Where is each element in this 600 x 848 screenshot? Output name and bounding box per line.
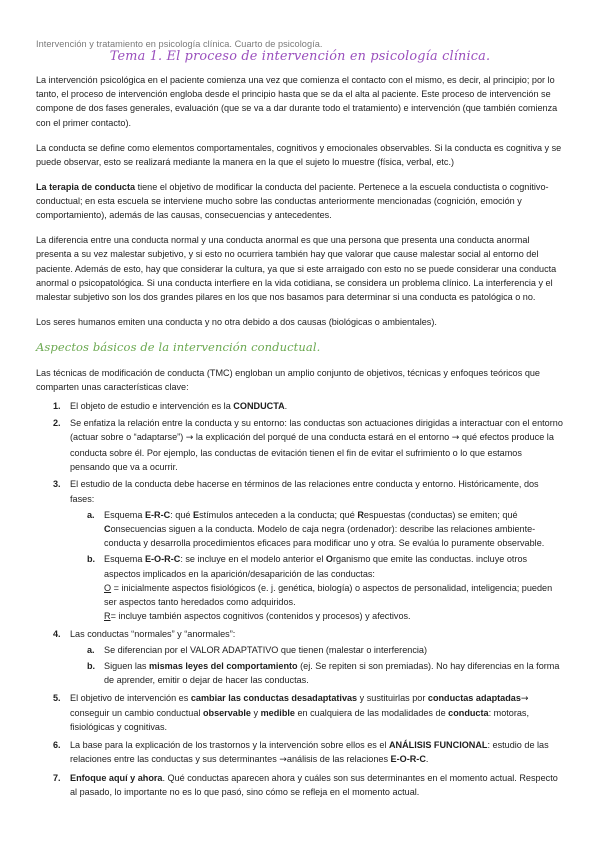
item-text: stímulos anteceden a la conducta; qué xyxy=(199,509,358,520)
item-text: Esquema xyxy=(104,509,145,520)
bold-term: E-R-C xyxy=(144,509,171,520)
item-text: Se enfatiza la relación entre la conducta y su entorno: las conductas son actuaciones dirigidas a interactuar con el entorno (actuar sobre o “adaptarse”) xyxy=(70,418,563,443)
item-text: : estudio de las relaciones entre las conductas y sus determinantes xyxy=(70,740,549,765)
item-text: Esquema xyxy=(104,554,145,565)
page-title: Tema 1. El proceso de intervención en psicología clínica. xyxy=(109,49,491,64)
item-text: espuestas (conductas) se emiten; qué xyxy=(363,509,518,520)
bold-term: medible xyxy=(260,708,295,719)
bold-term: observable xyxy=(202,708,251,719)
sublist-letter: a. xyxy=(87,645,95,656)
sublist-item xyxy=(70,659,564,687)
characteristics-list xyxy=(36,399,564,800)
sublist-letter: a. xyxy=(87,509,95,520)
item-text: = incluye también aspectos cognitivos (contenidos y procesos) y afectivos. xyxy=(110,611,411,622)
item-text: : se incluye en el modelo anterior el xyxy=(180,554,326,565)
item-text: rganismo que emite las conductas. incluye otros aspectos implicados en la aparición/desaparición de las conductas: xyxy=(104,554,528,579)
bold-term: cambiar las conductas desadaptativas xyxy=(190,693,358,704)
intro-paragraph-5: Los seres humanos emiten una conducta y no otra debido a dos causas (biológicas o ambientales). xyxy=(36,317,437,328)
header-note: Intervención y tratamiento en psicología clínica. Cuarto de psicología. xyxy=(36,39,323,49)
underlined-label: O xyxy=(104,582,112,593)
list-item xyxy=(36,771,564,799)
bold-term: E-O-R-C xyxy=(144,554,181,565)
intro-paragraph-1: La intervención psicológica en el paciente comienza una vez que comienza el contacto con el mismo, es decir, al principio; por lo tanto, el proceso de intervención engloba desde el principio hasta que se da el alta al paciente. Este proceso de intervención se compone de dos fases generales, evaluación (que se va a dar durante todo el tratamiento) e intervención (que también comienza con el primer contacto). xyxy=(36,75,558,128)
item-text: : motoras, fisiológicas y cognitivas. xyxy=(70,708,530,733)
bold-term: ANÁLISIS FUNCIONAL xyxy=(388,740,488,751)
item-text: Se diferencian por el VALOR ADAPTATIVO que tienen (malestar o interferencia) xyxy=(104,645,427,656)
bold-term: CONDUCTA xyxy=(233,400,285,411)
bold-term: Enfoque aquí y ahora xyxy=(70,772,163,783)
arrow-icon: → xyxy=(279,755,287,766)
bold-term: E-O-R-C xyxy=(390,754,426,765)
sublist-item xyxy=(70,508,564,551)
intro-paragraph-3 xyxy=(36,180,564,223)
sublist-item xyxy=(70,643,564,657)
sublist-item xyxy=(70,552,564,623)
intro-paragraph-4: La diferencia entre una conducta normal y una conducta anormal es que una persona que presenta una conducta anormal presenta a su vez malestar subjetivo, y si esto no ocurriera también hay que valorar que cause malestar social al entorno del paciente. Además de esto, hay que considerar la cultura, ya que si este arraigado con esto no se puede considerar una conducta anormal o psicopatológica. Si una conducta interfiere en la vida cotidiana, se considera un problema clínico. La interferencia y el malestar subjetivo son los dos grandes pilares en los que nos basamos para determinar si una conducta es patológica o no. xyxy=(36,235,557,303)
item-text: y xyxy=(250,708,261,719)
arrow-icon: → xyxy=(185,433,194,444)
item-text: conseguir un cambio conductual xyxy=(70,708,203,719)
section-lead: Las técnicas de modificación de conducta (TMC) engloban un amplio conjunto de objetivos, técnicas y enfoques teóricos que comparten unas características clave: xyxy=(36,368,540,393)
list-item xyxy=(36,691,564,735)
list-number: 3. xyxy=(53,479,61,490)
underlined-label: R xyxy=(104,611,111,622)
bold-term: La terapia de conducta xyxy=(36,181,136,192)
item-text: Siguen las xyxy=(104,661,149,672)
bold-term: O xyxy=(325,554,333,565)
bold-term: mismas leyes del comportamiento xyxy=(149,661,298,672)
list-number: 2. xyxy=(53,418,61,429)
organism-definition xyxy=(104,581,564,609)
bold-term: conducta xyxy=(448,708,489,719)
item-text: : qué xyxy=(170,509,193,520)
item-text: . xyxy=(425,754,429,765)
item-text: La base para la explicación de los trastornos y la intervención sobre ellos es el xyxy=(70,740,389,751)
list-number: 5. xyxy=(53,693,61,704)
list-item xyxy=(36,627,564,688)
item-text: (ej. Se repiten si son premiadas). No hay diferencias en la forma de aprender, emitir o dejar de hacer las conductas. xyxy=(104,661,560,686)
sublist-letter: b. xyxy=(87,661,96,672)
sublist xyxy=(70,508,564,624)
item-text: El objetivo de intervención es xyxy=(70,693,191,704)
list-item xyxy=(36,477,564,623)
item-text: . xyxy=(284,400,288,411)
response-definition xyxy=(104,609,564,623)
intro-paragraph-2: La conducta se define como elementos comportamentales, cognitivos y emocionales observables. Si la conducta es cognitiva y se puede observar, esto se realizará mediante la manera en la que el sujeto lo muestre (física, verbal, etc.) xyxy=(36,142,562,167)
list-number: 1. xyxy=(53,400,61,411)
paragraph-text: tiene el objetivo de modificar la conducta del paciente. Pertenece a la escuela conductista o cognitivo-conductual; en esta escuela se interviene mucho sobre las conductas anteriormente mencionadas (cognición, emoción y comportamiento), además de las causas, consecuencias y antecedentes. xyxy=(36,181,549,221)
list-number: 4. xyxy=(53,628,61,639)
item-text: onsecuencias siguen a la conducta. Modelo de caja negra (ordenador): describe las relaciones ambiente-conducta y desarrolla procedimientos eficaces para modificar uno y otra. Se evalúa lo puramente observable. xyxy=(104,524,545,549)
section-heading: Aspectos básicos de la intervención conductual. xyxy=(36,340,321,355)
list-number: 7. xyxy=(53,772,61,783)
item-text: = inicialmente aspectos fisiológicos (e. j. genética, biología) o aspectos de personalidad, inteligencia; pueden ser aspectos tanto heredados como adquiridos. xyxy=(104,582,553,608)
item-text: análisis de las relaciones xyxy=(286,754,391,765)
item-text: El objeto de estudio e intervención es la xyxy=(70,400,234,411)
bold-term: C xyxy=(104,524,111,535)
list-item xyxy=(36,399,564,413)
list-item xyxy=(36,738,564,767)
document-body xyxy=(36,73,564,803)
list-item xyxy=(36,416,564,474)
item-text: Las conductas “normales” y “anormales”: xyxy=(70,628,236,639)
sublist xyxy=(70,643,564,688)
bold-term: E xyxy=(192,509,200,520)
item-text: en cualquiera de las modalidades de xyxy=(294,708,449,719)
list-number: 6. xyxy=(53,740,61,751)
bold-term: conductas adaptadas xyxy=(427,693,521,704)
arrow-icon: → xyxy=(520,694,529,705)
item-text: qué efectos produce la conducta sobre él. Por ejemplo, las conductas de evitación tienen el fin de evitar el sufrimiento o lo que estamos pensando que va a ocurrir. xyxy=(70,432,554,472)
sublist-letter: b. xyxy=(87,554,96,565)
bold-term: R xyxy=(357,509,364,520)
item-text: . Qué conductas aparecen ahora y cuáles son sus determinantes en el momento actual. Respecto al pasado, lo importante no es lo que pasó, sino cómo se refleja en el momento actual. xyxy=(70,772,558,798)
arrow-icon: → xyxy=(451,433,460,444)
item-text: y sustituirlas por xyxy=(357,693,428,704)
item-text: la explicación del porqué de una conducta estará en el entorno xyxy=(193,432,452,443)
item-text: El estudio de la conducta debe hacerse en términos de las relaciones entre conducta y entorno. Históricamente, dos fases: xyxy=(70,479,539,504)
